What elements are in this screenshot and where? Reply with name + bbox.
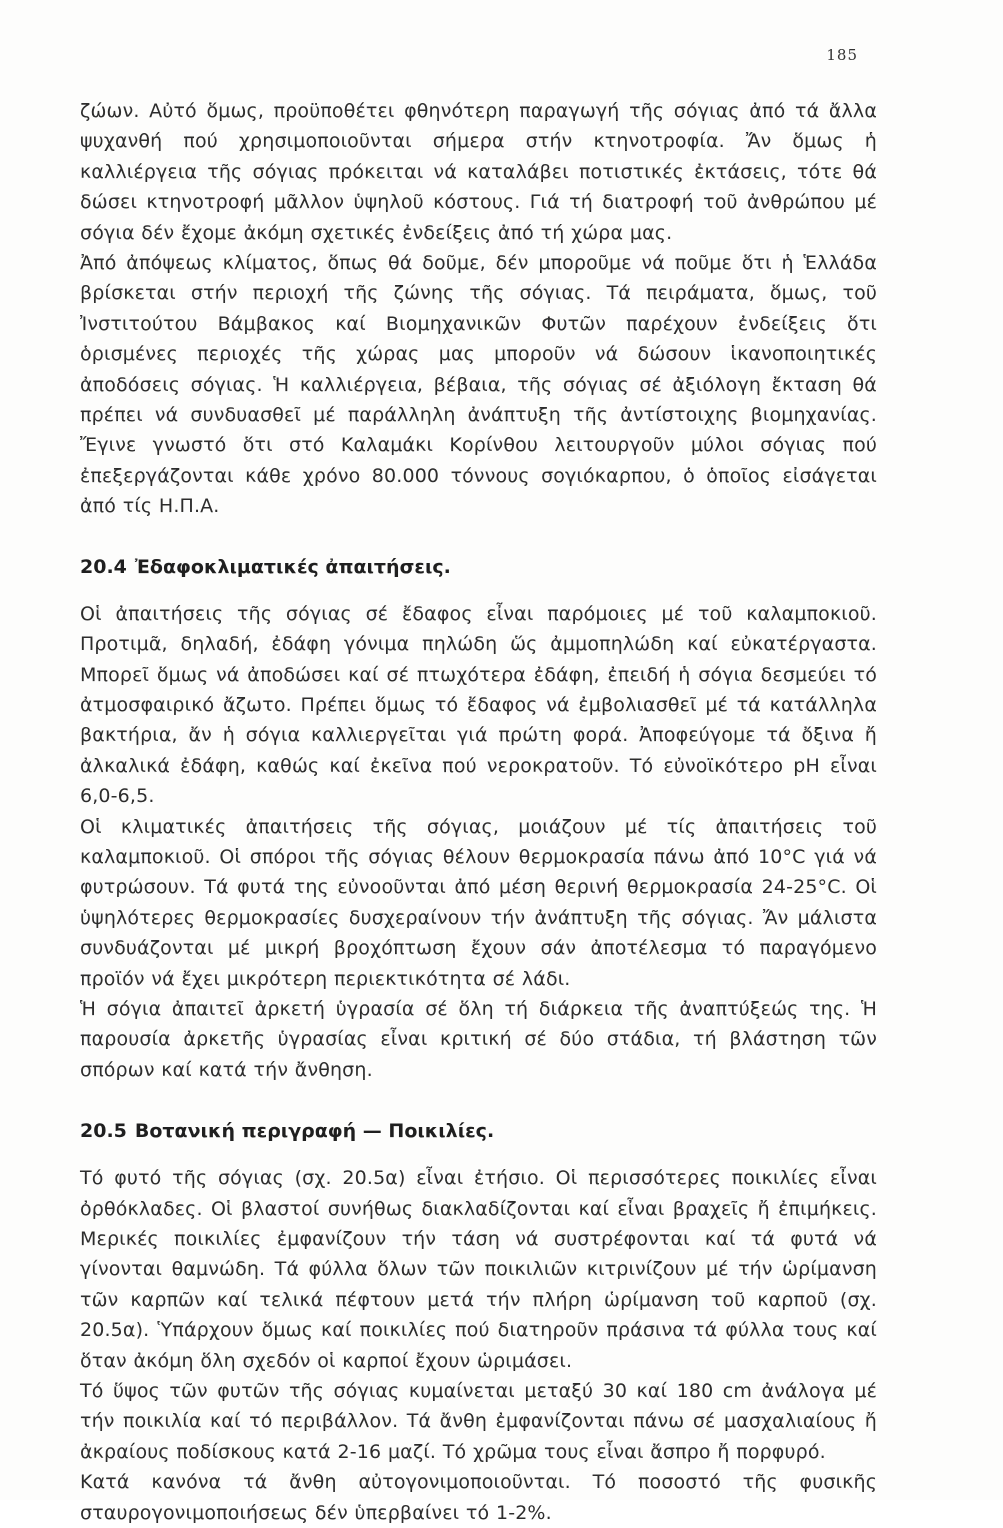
- page-content: [80, 96, 877, 1528]
- section-20-5-paragraph-3: Κατά κανόνα τά ἄνθη αὐτογονιμοποιοῦνται. Τό ποσοστό τῆς φυσικῆς σταυρογονιμοποιήσεως δέν ὑπερβαίνει τό 1-2%.: [80, 1471, 877, 1524]
- section-number: 20.4: [80, 555, 127, 578]
- section-title: Ἐδαφοκλιματικές ἀπαιτήσεις.: [134, 555, 451, 578]
- section-number: 20.5: [80, 1120, 127, 1143]
- section-20-4-paragraph-2: Οἱ κλιματικές ἀπαιτήσεις τῆς σόγιας, μοιάζουν μέ τίς ἀπαιτήσεις τοῦ καλαμποκιοῦ. Οἱ σπόροι τῆς σόγιας θέλουν θερμοκρασία πάνω ἀπό 10°C γιά νά φυτρώσουν. Τά φυτά της εὐνοοῦνται ἀπό μέση θερινή θερμοκρασία 24-25°C. Οἱ ὑψηλότερες θερμοκρασίες δυσχεραίνουν τήν ἀνάπτυξη τῆς σόγιας. Ἄν μάλιστα συνδυάζονται μέ μικρή βροχόπτωση ἔχουν σάν ἀποτέλεσμα τό παραγόμενο προϊόν νά ἔχει μικρότερη περιεκτικότητα σέ λάδι.: [80, 815, 877, 990]
- intro-paragraph-1: ζώων. Αὐτό ὅμως, προϋποθέτει φθηνότερη παραγωγή τῆς σόγιας ἀπό τά ἄλλα ψυχανθή πού χρησιμοποιοῦνται σήμερα στήν κτηνοτροφία. Ἄν ὅμως ἡ καλλιέργεια τῆς σόγιας πρόκειται νά καταλάβει ποτιστικές ἐκτάσεις, τότε θά δώσει κτηνοτροφή μᾶλλον ὑψηλοῦ κόστους. Γιά τή διατροφή τοῦ ἀνθρώπου μέ σόγια δέν ἔχομε ἀκόμη σχετικές ἐνδείξεις ἀπό τή χώρα μας.: [80, 100, 877, 244]
- section-20-4-paragraph-1: Οἱ ἀπαιτήσεις τῆς σόγιας σέ ἔδαφος εἶναι παρόμοιες μέ τοῦ καλαμποκιοῦ. Προτιμᾶ, δηλαδή, ἐδάφη γόνιμα πηλώδη ὥς ἀμμοπηλώδη καί εὐκατέργαστα. Μπορεῖ ὅμως νά ἀποδώσει καί σέ πτωχότερα ἐδάφη, ἐπειδή ἡ σόγια δεσμεύει τό ἀτμοσφαιρικό ἄζωτο. Πρέπει ὅμως τό ἔδαφος νά ἐμβολιασθεῖ μέ τά κατάλληλα βακτήρια, ἄν ἡ σόγια καλλιεργεῖται γιά πρώτη φορά. Ἀποφεύγομε τά ὄξινα ἤ ἀλκαλικά ἐδάφη, καθώς καί ἐκεῖνα πού νεροκρατοῦν. Τό εὐνοϊκότερο pH εἶναι 6,0-6,5.: [80, 602, 877, 808]
- section-heading-20-4: [80, 552, 877, 582]
- section-heading-20-5: [80, 1116, 877, 1146]
- intro-paragraph-2: Ἀπό ἀπόψεως κλίματος, ὅπως θά δοῦμε, δέν μποροῦμε νά ποῦμε ὅτι ἡ Ἑλλάδα βρίσκεται στήν περιοχή τῆς ζώνης τῆς σόγιας. Τά πειράματα, ὅμως, τοῦ Ἰνστιτούτου Βάμβακος καί Βιομηχανικῶν Φυτῶν παρέχουν ἐνδείξεις ὅτι ὁρισμένες περιοχές τῆς χώρας μας μποροῦν νά δώσουν ἱκανοποιητικές ἀποδόσεις σόγιας. Ἡ καλλιέργεια, βέβαια, τῆς σόγιας σέ ἀξιόλογη ἔκταση θά πρέπει νά συνδυασθεῖ μέ παράλληλη ἀνάπτυξη τῆς ἀντίστοιχης βιομηχανίας. Ἔγινε γνωστό ὅτι στό Καλαμάκι Κορίνθου λειτουργοῦν μύλοι σόγιας πού ἐπεξεργάζονται κάθε χρόνο 80.000 τόννους σογιόκαρπου, ὁ ὁποῖος εἰσάγεται ἀπό τίς Η.Π.Α.: [80, 252, 877, 518]
- section-20-4-paragraph-3: Ἡ σόγια ἀπαιτεῖ ἀρκετή ὑγρασία σέ ὅλη τή διάρκεια τῆς ἀναπτύξεώς της. Ἡ παρουσία ἀρκετῆς ὑγρασίας εἶναι κριτική σέ δύο στάδια, τή βλάστηση τῶν σπόρων καί κατά τήν ἄνθηση.: [80, 997, 877, 1081]
- section-title: Βοτανική περιγραφή — Ποικιλίες.: [134, 1120, 495, 1143]
- page-number: 185: [826, 46, 858, 64]
- section-20-5-paragraph-2: Τό ὕψος τῶν φυτῶν τῆς σόγιας κυμαίνεται μεταξύ 30 καί 180 cm ἀνάλογα μέ τήν ποικιλία καί τό περιβάλλον. Τά ἄνθη ἐμφανίζονται πάνω σέ μασχαλιαίους ἤ ἀκραίους ποδίσκους κατά 2-16 μαζί. Τό χρῶμα τους εἶναι ἄσπρο ἤ πορφυρό.: [80, 1380, 877, 1463]
- section-20-5-paragraph-1: Τό φυτό τῆς σόγιας (σχ. 20.5α) εἶναι ἐτήσιο. Οἱ περισσότερες ποικιλίες εἶναι ὀρθόκλαδες. Οἱ βλαστοί συνήθως διακλαδίζονται καί εἶναι βραχεῖς ἤ ἐπιμήκεις. Μερικές ποικιλίες ἐμφανίζουν τήν τάση νά συστρέφονται καί τά φυτά νά γίνονται θαμνώδη. Τά φύλλα ὅλων τῶν ποικιλιῶν κιτρινίζουν μέ τήν ὡρίμανση τῶν καρπῶν καί τελικά πέφτουν μετά τήν πλήρη ὡρίμανση τοῦ καρποῦ (σχ. 20.5α). Ὑπάρχουν ὅμως καί ποικιλίες πού διατηροῦν πράσινα τά φύλλα τους καί ὅταν ἀκόμη ὅλη σχεδόν οἱ καρποί ἔχουν ὡριμάσει.: [80, 1167, 877, 1372]
